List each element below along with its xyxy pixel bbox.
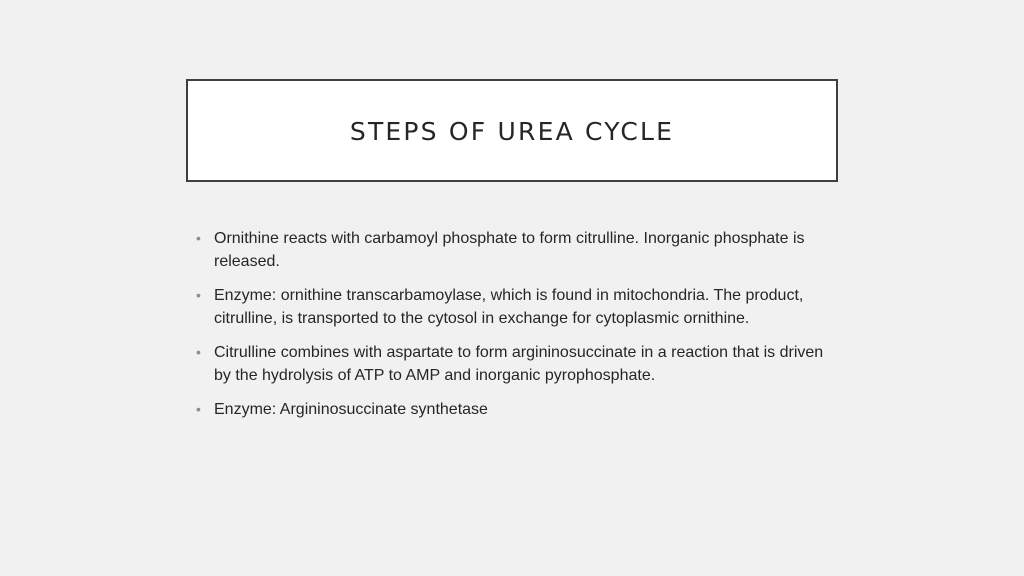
bullet-marker: • [196,230,201,246]
bullet-marker: • [196,344,201,360]
title-box [186,79,838,182]
slide-title: STEPS OF UREA CYCLE [349,117,675,146]
bullet-marker: • [196,401,201,417]
bullet-text: Enzyme: ornithine transcarbamoylase, which is found in mitochondria. The product, citrulline, is transported to the cytosol in exchange for cytoplasmic ornithine. [214,287,804,327]
bullet-item [196,398,836,421]
bullet-text: Enzyme: Argininosuccinate synthetase [214,401,488,418]
bullet-text: Ornithine reacts with carbamoyl phosphate to form citrulline. Inorganic phosphate is released. [214,230,805,270]
bullet-text: Citrulline combines with aspartate to form argininosuccinate in a reaction that is driven by the hydrolysis of ATP to AMP and inorganic pyrophosphate. [214,344,824,384]
bullet-marker: • [196,287,201,303]
bullet-list [196,227,836,432]
bullet-item [196,341,836,387]
bullet-item [196,227,836,273]
bullet-item [196,284,836,330]
